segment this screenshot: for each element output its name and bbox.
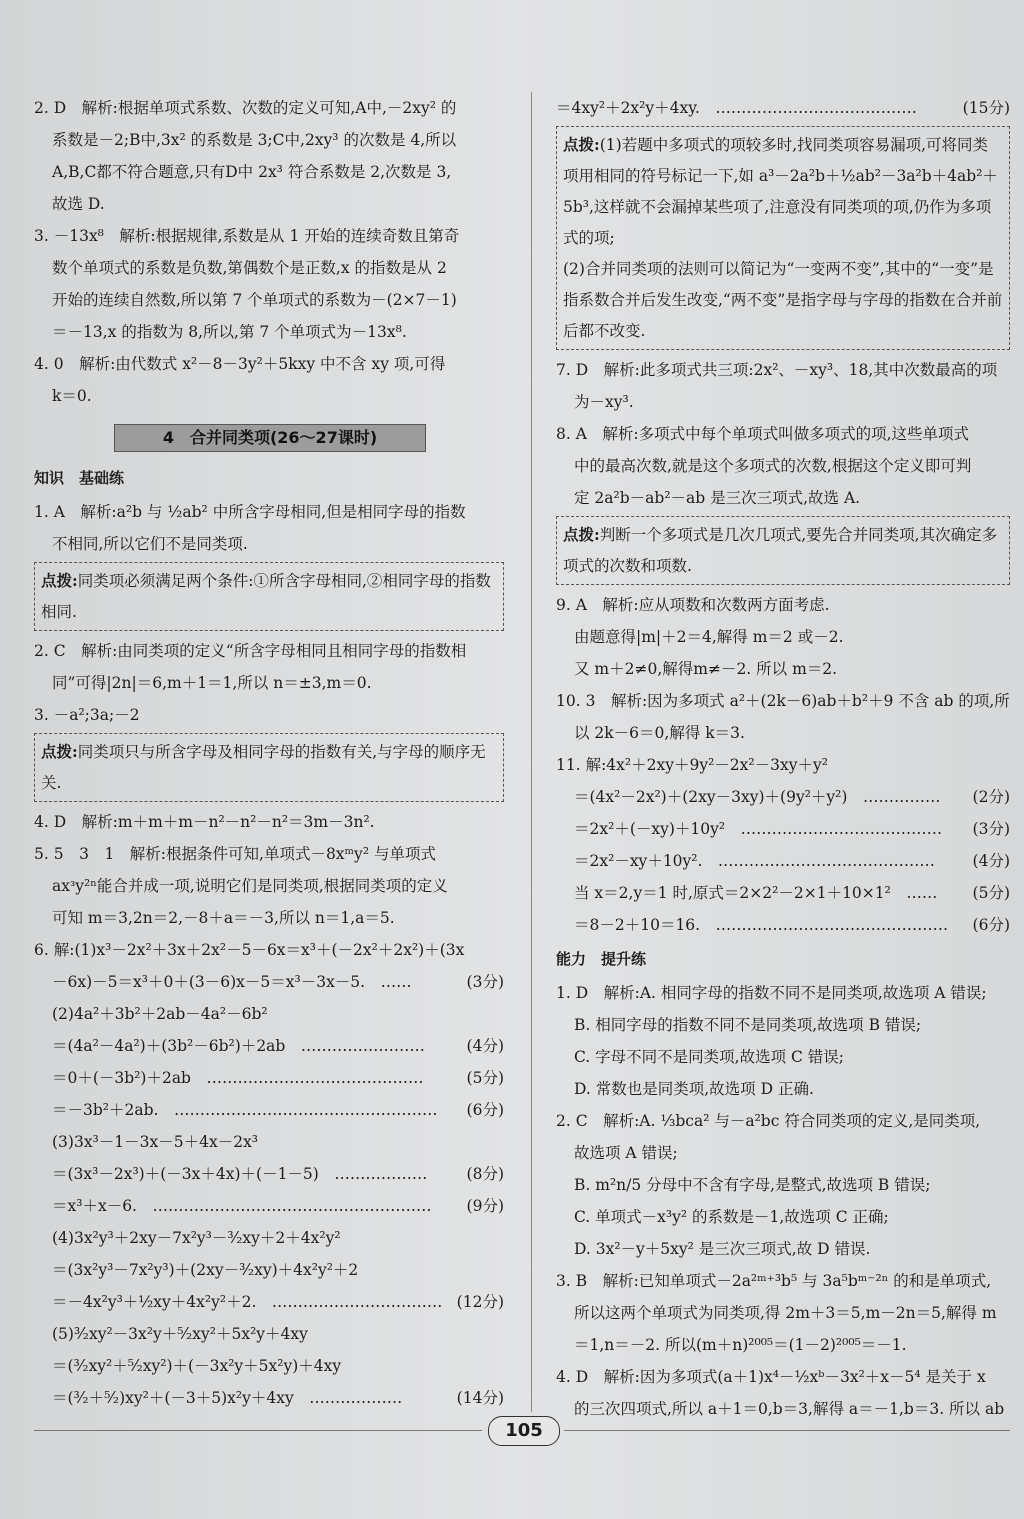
- answer-line: [556, 845, 1010, 877]
- answer-block: [556, 589, 1010, 941]
- answer-line: [556, 1105, 1010, 1137]
- answer-line: [556, 1233, 1010, 1265]
- line-text: B. m²n/5 分母中不含有字母,是整式,故选项 B 错误;: [574, 1176, 931, 1194]
- line-text: (4)3x²y³＋2xy－7x²y³－³⁄₂xy＋2＋4x²y²: [52, 1229, 341, 1247]
- line-text: 5. 5 3 1 解析:根据条件可知,单项式－8xᵐy² 与单项式: [34, 845, 436, 863]
- line-text: ＝(3x³－2x³)＋(－3x＋4x)＋(－1－5) ………………: [52, 1165, 428, 1183]
- line-text: 2. C 解析:由同类项的定义“所含字母相同且相同字母的指数相: [34, 642, 467, 660]
- line-text: 4. D 解析:m＋m＋m－n²－n²－n²＝3m－3n².: [34, 813, 375, 831]
- column-divider: [531, 92, 532, 1412]
- line-text: 为－xy³.: [574, 393, 634, 411]
- line-text: 数个单项式的系数是负数,第偶数个是正数,x 的指数是从 2: [52, 259, 447, 277]
- score-mark: (15分): [962, 99, 1010, 117]
- answer-block: [34, 635, 504, 731]
- score-mark: (3分): [466, 973, 504, 991]
- answer-line: [34, 92, 504, 124]
- answer-line: [34, 1286, 504, 1318]
- answer-line: [556, 749, 1010, 781]
- answer-line: [34, 966, 504, 998]
- answer-line: [556, 354, 1010, 386]
- line-text: 所以这两个单项式为同类项,得 2m＋3＝5,m－2n＝5,解得 m: [574, 1304, 997, 1322]
- subsection-basic: 知识 基础练: [34, 469, 125, 487]
- line-text: 中的最高次数,就是这个多项式的次数,根据这个定义即可判: [574, 457, 972, 475]
- line-text: 2. D 解析:根据单项式系数、次数的定义可知,A中,－2xy² 的: [34, 99, 457, 117]
- line-text: C. 字母不同不是同类项,故选项 C 错误;: [574, 1048, 845, 1066]
- line-text: ＝(³⁄₂xy²＋⁵⁄₂xy²)＋(－3x²y＋5x²y)＋4xy: [52, 1357, 342, 1375]
- answer-line: [556, 1265, 1010, 1297]
- tip-label: 点拨:: [563, 135, 600, 154]
- line-text: 由题意得|m|＋2＝4,解得 m＝2 或－2.: [574, 628, 844, 646]
- line-text: 定 2a²b－ab²－ab 是三次三项式,故选 A.: [574, 489, 861, 507]
- line-text: ＝－3b²＋2ab. ……………………………………………: [52, 1101, 438, 1119]
- section-title: 4 合并同类项(26～27课时): [114, 424, 426, 452]
- answer-line: [34, 870, 504, 902]
- line-text: 1. A 解析:a²b 与 ½ab² 中所含字母相同,但是相同字母的指数: [34, 503, 466, 521]
- line-text: ＝2x²－xy＋10y². ……………………………………: [574, 852, 935, 870]
- score-mark: (4分): [972, 852, 1010, 870]
- tip-box: [556, 126, 1010, 350]
- line-text: C. 单项式－x³y² 的系数是－1,故选项 C 正确;: [574, 1208, 889, 1226]
- tip-text: [563, 519, 1003, 582]
- answer-line: [556, 977, 1010, 1009]
- line-text: 8. A 解析:多项式中每个单项式叫做多项式的项,这些单项式: [556, 425, 970, 443]
- line-text: 的三次四项式,所以 a＋1＝0,b＝3,解得 a＝－1,b＝3. 所以 ab: [574, 1400, 1005, 1418]
- left-column: [34, 92, 504, 1414]
- answer-line: [34, 496, 504, 528]
- answer-block: [34, 496, 504, 560]
- answer-line: [34, 220, 504, 252]
- score-mark: (2分): [972, 788, 1010, 806]
- answer-line: [34, 284, 504, 316]
- answer-line: [556, 92, 1010, 124]
- line-text: 故选 D.: [52, 195, 105, 213]
- answer-line: [34, 252, 504, 284]
- answer-line: [34, 316, 504, 348]
- answer-line: [556, 877, 1010, 909]
- line-text: 又 m＋2≠0,解得m≠－2. 所以 m＝2.: [574, 660, 838, 678]
- answer-block: [556, 92, 1010, 124]
- line-text: 故选项 A 错误;: [574, 1144, 678, 1162]
- line-text: ＝(3x²y³－7x²y³)＋(2xy－³⁄₂xy)＋4x²y²＋2: [52, 1261, 359, 1279]
- score-mark: (3分): [972, 820, 1010, 838]
- answer-line: [556, 1041, 1010, 1073]
- right-column: [556, 92, 1010, 1425]
- tip-body: 同类项必须满足两个条件:①所含字母相同,②相同字母的指数相同.: [41, 572, 491, 621]
- line-text: 同”可得|2n|＝6,m＋1＝1,所以 n＝±3,m＝0.: [52, 674, 372, 692]
- line-text: (5)³⁄₂xy²－3x²y＋⁵⁄₂xy²＋5x²y＋4xy: [52, 1325, 308, 1343]
- answer-line: [34, 1382, 504, 1414]
- answer-line: [556, 418, 1010, 450]
- tip-label: 点拨:: [41, 571, 78, 590]
- answer-line: [34, 1350, 504, 1382]
- answer-line: [556, 909, 1010, 941]
- score-mark: (14分): [456, 1389, 504, 1407]
- answer-line: [556, 717, 1010, 749]
- answer-line: [34, 528, 504, 560]
- score-mark: (6分): [466, 1101, 504, 1119]
- line-text: 6. 解:(1)x³－2x²＋3x＋2x²－5－6x＝x³＋(－2x²＋2x²)＋(3x: [34, 941, 465, 959]
- tip-box: [34, 733, 504, 802]
- line-text: 10. 3 解析:因为多项式 a²＋(2k－6)ab＋b²＋9 不含 ab 的项,所: [556, 692, 1010, 710]
- line-text: (2)4a²＋3b²＋2ab－4a²－6b²: [52, 1005, 268, 1023]
- answer-line: [34, 1158, 504, 1190]
- line-text: ＝8－2＋10＝16. ………………………………………: [574, 916, 949, 934]
- line-text: ＝(³⁄₂＋⁵⁄₂)xy²＋(－3＋5)x²y＋4xy ………………: [52, 1389, 403, 1407]
- answer-line: [556, 1297, 1010, 1329]
- tip-body: 同类项只与所含字母及相同字母的指数有关,与字母的顺序无关.: [41, 743, 486, 792]
- line-text: ＝4xy²＋2x²y＋4xy. …………………………………: [556, 99, 917, 117]
- line-text: ＝x³＋x－6. ………………………………………………: [52, 1197, 432, 1215]
- answer-line: [34, 348, 504, 380]
- line-text: k＝0.: [52, 387, 92, 405]
- line-text: axᵌy²ⁿ能合并成一项,说明它们是同类项,根据同类项的定义: [52, 877, 448, 895]
- answer-line: [34, 998, 504, 1030]
- line-text: D. 3x²－y＋5xy² 是三次三项式,故 D 错误.: [574, 1240, 871, 1258]
- answer-line: [34, 667, 504, 699]
- subsection-advanced: 能力 提升练: [556, 950, 647, 968]
- answer-line: [34, 1254, 504, 1286]
- score-mark: (8分): [466, 1165, 504, 1183]
- tip-label: 点拨:: [563, 525, 600, 544]
- answer-line: [556, 1393, 1010, 1425]
- score-mark: (6分): [972, 916, 1010, 934]
- answer-line: [556, 1201, 1010, 1233]
- left-top-answers: [34, 92, 504, 412]
- answer-line: [556, 1009, 1010, 1041]
- answer-line: [556, 1361, 1010, 1393]
- line-text: 1. D 解析:A. 相同字母的指数不同不是同类项,故选项 A 错误;: [556, 984, 987, 1002]
- answer-block: [556, 354, 1010, 514]
- answer-line: [556, 450, 1010, 482]
- line-text: －6x)－5＝x³＋0＋(3－6)x－5＝x³－3x－5. ……: [52, 973, 412, 991]
- line-text: 当 x＝2,y＝1 时,原式＝2×2²－2×1＋10×1² ……: [574, 884, 938, 902]
- answer-line: [34, 188, 504, 220]
- answer-line: [34, 1222, 504, 1254]
- line-text: 开始的连续自然数,所以第 7 个单项式的系数为－(2×7－1): [52, 291, 457, 309]
- line-text: 9. A 解析:应从项数和次数两方面考虑.: [556, 596, 830, 614]
- footer-rule-left: [34, 1430, 482, 1431]
- answer-line: [34, 1062, 504, 1094]
- answer-line: [556, 1329, 1010, 1361]
- tip-text: [563, 254, 1003, 347]
- line-text: ＝2x²＋(－xy)＋10y² …………………………………: [574, 820, 943, 838]
- tip-body: (1)若题中多项式的项较多时,找同类项容易漏项,可将同类项用相同的符号标记一下,如 a³－2a²b＋½ab²－3a²b＋4ab²＋5b³,这样就不会漏掉某些项了,注意没有同类项的项,仍作为多项式的项;: [563, 136, 998, 247]
- answer-line: [556, 685, 1010, 717]
- answer-line: [34, 124, 504, 156]
- answer-block: [556, 977, 1010, 1425]
- answer-line: [34, 1318, 504, 1350]
- answer-line: [556, 589, 1010, 621]
- line-text: D. 常数也是同类项,故选项 D 正确.: [574, 1080, 814, 1098]
- line-text: 3. B 解析:已知单项式－2a²ᵐ⁺³b⁵ 与 3a⁵bᵐ⁻²ⁿ 的和是单项式,: [556, 1272, 992, 1290]
- answer-line: [34, 156, 504, 188]
- line-text: ＝(4x²－2x²)＋(2xy－3xy)＋(9y²＋y²) ……………: [574, 788, 941, 806]
- score-mark: (9分): [466, 1197, 504, 1215]
- score-mark: (5分): [466, 1069, 504, 1087]
- line-text: 3. －a²;3a;－2: [34, 706, 140, 724]
- answer-line: [34, 806, 504, 838]
- answer-line: [556, 1073, 1010, 1105]
- answer-line: [556, 386, 1010, 418]
- answer-line: [556, 621, 1010, 653]
- tip-body: 判断一个多项式是几次几项式,要先合并同类项,其次确定多项式的次数和项数.: [563, 526, 998, 575]
- answer-line: [34, 635, 504, 667]
- answer-line: [34, 1030, 504, 1062]
- tip-box: [34, 562, 504, 631]
- line-text: ＝－4x²y³＋½xy＋4x²y²＋2. ……………………………: [52, 1293, 443, 1311]
- line-text: B. 相同字母的指数不同不是同类项,故选项 B 错误;: [574, 1016, 922, 1034]
- answer-line: [34, 902, 504, 934]
- answer-line: [556, 813, 1010, 845]
- answer-line: [34, 1094, 504, 1126]
- answer-line: [34, 934, 504, 966]
- tip-body: (2)合并同类项的法则可以简记为“一变两不变”,其中的“一变”是指系数合并后发生改变,“两不变”是指字母与字母的指数在合并前后都不改变.: [563, 260, 1003, 340]
- tip-text: [41, 736, 497, 799]
- tip-text: [563, 129, 1003, 254]
- score-mark: (5分): [972, 884, 1010, 902]
- line-text: 以 2k－6＝0,解得 k＝3.: [574, 724, 745, 742]
- line-text: 11. 解:4x²＋2xy＋9y²－2x²－3xy＋y²: [556, 756, 828, 774]
- answer-block: [34, 806, 504, 1414]
- line-text: (3)3x³－1－3x－5＋4x－2x³: [52, 1133, 259, 1151]
- line-text: 系数是－2;B中,3x² 的系数是 3;C中,2xy³ 的次数是 4,所以: [52, 131, 457, 149]
- answer-line: [556, 1137, 1010, 1169]
- score-mark: (4分): [466, 1037, 504, 1055]
- answer-line: [556, 653, 1010, 685]
- page-number: 105: [488, 1416, 560, 1446]
- line-text: ＝0＋(－3b²)＋2ab ……………………………………: [52, 1069, 424, 1087]
- answer-line: [556, 1169, 1010, 1201]
- tip-label: 点拨:: [41, 742, 78, 761]
- line-text: A,B,C都不符合题意,只有D中 2x³ 符合系数是 2,次数是 3,: [52, 163, 452, 181]
- answer-line: [34, 1190, 504, 1222]
- line-text: 4. D 解析:因为多项式(a＋1)x⁴－½xᵇ－3x²＋x－5⁴ 是关于 x: [556, 1368, 986, 1386]
- answer-line: [34, 699, 504, 731]
- footer-rule-right: [564, 1430, 1010, 1431]
- line-text: 可知 m＝3,2n＝2,－8＋a＝－3,所以 n＝1,a＝5.: [52, 909, 395, 927]
- answer-line: [34, 1126, 504, 1158]
- line-text: ＝1,n＝－2. 所以(m＋n)²⁰⁰⁵＝(1－2)²⁰⁰⁵＝－1.: [574, 1336, 907, 1354]
- answer-line: [556, 482, 1010, 514]
- line-text: 2. C 解析:A. ⅓bca² 与－a²bc 符合同类项的定义,是同类项,: [556, 1112, 981, 1130]
- line-text: 4. 0 解析:由代数式 x²－8－3y²＋5kxy 中不含 xy 项,可得: [34, 355, 446, 373]
- answer-line: [34, 838, 504, 870]
- line-text: 3. －13x⁸ 解析:根据规律,系数是从 1 开始的连续奇数且第奇: [34, 227, 460, 245]
- line-text: ＝－13,x 的指数为 8,所以,第 7 个单项式为－13x⁸.: [52, 323, 407, 341]
- tip-text: [41, 565, 497, 628]
- line-text: 不相同,所以它们不是同类项.: [52, 535, 248, 553]
- line-text: ＝(4a²－4a²)＋(3b²－6b²)＋2ab ……………………: [52, 1037, 425, 1055]
- score-mark: (12分): [456, 1293, 504, 1311]
- answer-line: [556, 781, 1010, 813]
- answer-line: [34, 380, 504, 412]
- line-text: 7. D 解析:此多项式共三项:2x²、－xy³、18,其中次数最高的项: [556, 361, 998, 379]
- tip-box: [556, 516, 1010, 585]
